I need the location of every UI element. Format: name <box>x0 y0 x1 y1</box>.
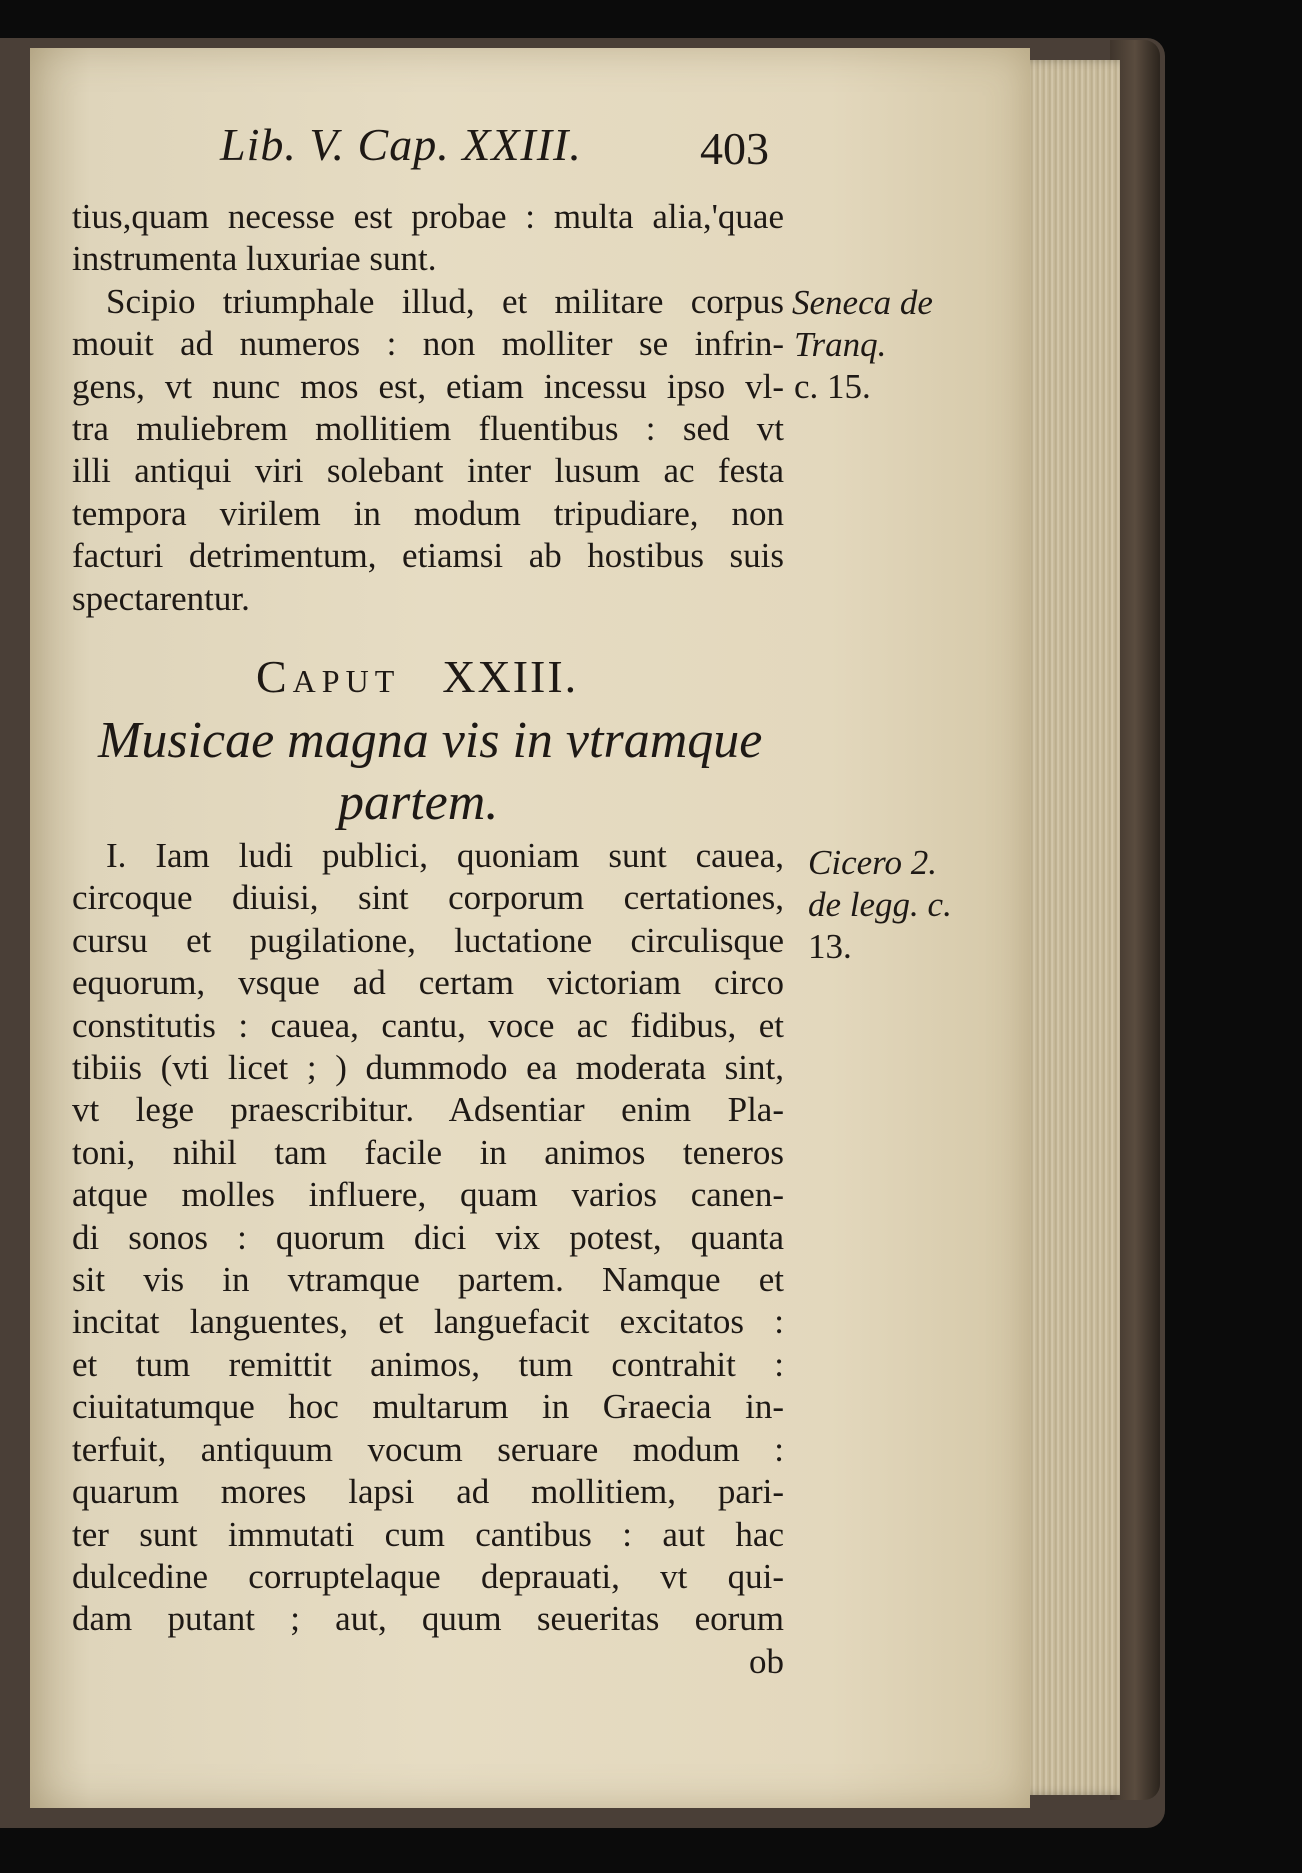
text-line: ter sunt immutati cum cantibus : aut hac <box>72 1514 784 1554</box>
running-title: Lib. V. Cap. XXIII. <box>220 119 582 170</box>
text-line: equorum, vsque ad certam victoriam circo <box>72 963 784 1003</box>
text-line: illi antiqui viri solebant inter lusum ac festa <box>72 451 784 491</box>
text-block-2 <box>72 835 784 1683</box>
chapter-label: Caput <box>256 651 401 702</box>
subtitle-line: Musicae magna vis in vtramque <box>98 712 763 769</box>
margin-note-line: Cicero 2. <box>808 843 937 882</box>
margin-note-line: 13. <box>808 927 852 966</box>
margin-note-line: de legg. c. <box>808 885 952 924</box>
text-line: tius,quam necesse est probae : multa alia,'quae <box>72 197 784 236</box>
text-line: dulcedine corruptelaque deprauati, vt qui- <box>72 1556 784 1596</box>
catchword: ob <box>749 1641 784 1681</box>
text-line: et tum remittit animos, tum contrahit : <box>72 1344 784 1384</box>
chapter-number: XXIII. <box>442 651 579 702</box>
text-line: gens, vt nunc mos est, etiam incessu ipso vl- <box>72 366 784 406</box>
text-line: quarum mores lapsi ad mollitiem, pari- <box>72 1472 784 1512</box>
text-line: di sonos : quorum dici vix potest, quanta <box>72 1217 784 1257</box>
text-line: toni, nihil tam facile in animos teneros <box>72 1132 784 1172</box>
text-line: circoque diuisi, sint corporum certationes, <box>72 878 784 918</box>
margin-note-line: Seneca de <box>792 283 933 322</box>
text-line: incitat languentes, et languefacit excitatos : <box>72 1302 784 1342</box>
text-line: Scipio triumphale illud, et militare corpus <box>106 281 784 321</box>
margin-note-line: c. 15. <box>794 367 871 406</box>
margin-note-seneca <box>792 282 933 408</box>
text-line: vt lege praescribitur. Adsentiar enim Pla- <box>72 1090 784 1130</box>
text-line: sit vis in vtramque partem. Namque et <box>72 1260 784 1300</box>
text-line: cursu et pugilatione, luctatione circulisque <box>72 920 784 960</box>
text-line: atque molles influere, quam varios canen- <box>72 1175 784 1215</box>
margin-note-cicero <box>808 842 952 968</box>
text-line: constitutis : cauea, cantu, voce ac fidibus, et <box>72 1005 784 1045</box>
text-line: tra muliebrem mollitiem fluentibus : sed vt <box>72 409 784 449</box>
text-line: tempora virilem in modum tripudiare, non <box>72 493 784 533</box>
text-line: terfuit, antiquum vocum seruare modum : <box>72 1429 784 1469</box>
text-line: tibiis (vti licet ; ) dummodo ea moderata sint, <box>72 1048 784 1088</box>
text-line: mouit ad numeros : non molliter se infrin- <box>72 324 784 364</box>
text-line: I. Iam ludi publici, quoniam sunt cauea, <box>106 836 784 875</box>
text-line: dam putant ; aut, quum seueritas eorum <box>72 1599 784 1639</box>
text-block-1 <box>72 196 784 620</box>
page-number: 403 <box>700 123 769 174</box>
text-line: spectarentur. <box>72 578 250 618</box>
text-line: facturi detrimentum, etiamsi ab hostibus suis <box>72 536 784 576</box>
subtitle-line: partem. <box>338 774 499 831</box>
text-line: instrumenta luxuriae sunt. <box>72 239 437 279</box>
chapter-subtitle <box>98 710 778 834</box>
margin-note-line: Tranq. <box>794 325 887 364</box>
chapter-heading <box>256 650 578 703</box>
text-line: ciuitatumque hoc multarum in Graecia in- <box>72 1387 784 1427</box>
